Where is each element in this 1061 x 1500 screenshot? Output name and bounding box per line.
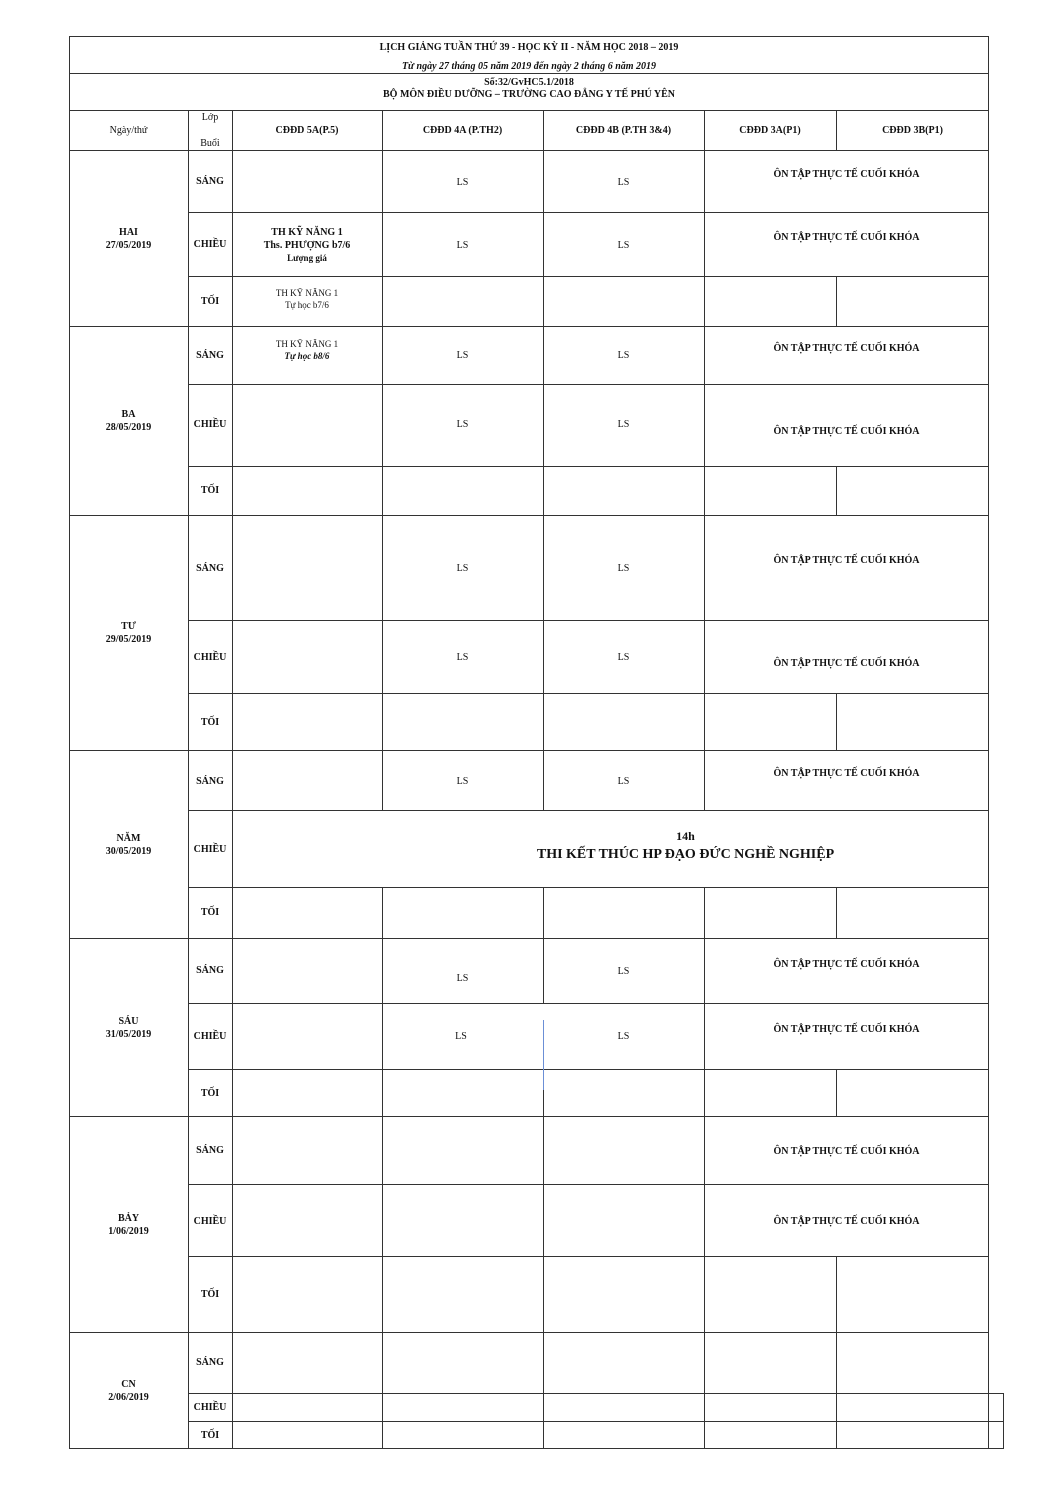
schedule-cell: LS bbox=[456, 776, 469, 787]
grid-line bbox=[188, 810, 989, 811]
grid-line bbox=[69, 326, 989, 327]
grid-line bbox=[836, 887, 837, 938]
schedule-cell: ÔN TẬP THỰC TẾ CUỐI KHÓA bbox=[773, 555, 920, 566]
schedule-cell: ÔN TẬP THỰC TẾ CUỐI KHÓA bbox=[773, 658, 920, 669]
page-title: LỊCH GIẢNG TUẦN THỨ 39 - HỌC KỲ II - NĂM HỌC 2018 – 2019 bbox=[379, 42, 679, 53]
grid-line bbox=[188, 466, 989, 467]
session-label: CHIỀU bbox=[193, 1402, 227, 1413]
schedule-cell: LS bbox=[456, 177, 469, 188]
schedule-cell: LS bbox=[617, 177, 630, 188]
schedule-cell: LS bbox=[617, 563, 630, 574]
day-date: 30/05/2019 bbox=[105, 846, 152, 857]
schedule-cell: ÔN TẬP THỰC TẾ CUỐI KHÓA bbox=[773, 768, 920, 779]
doc-number: Số:32/GvHC5.1/2018 bbox=[484, 77, 574, 88]
grid-line bbox=[188, 212, 989, 213]
schedule-cell: TH KỸ NĂNG 1 bbox=[275, 288, 339, 298]
schedule-cell: LS bbox=[617, 240, 630, 251]
grid-line bbox=[188, 1184, 989, 1185]
grid-line bbox=[704, 110, 705, 810]
schedule-cell: LS bbox=[617, 776, 630, 787]
col-header-4a: CĐĐD 4A (P.TH2) bbox=[422, 125, 503, 136]
session-label: TỐI bbox=[200, 717, 220, 728]
schedule-cell: ÔN TẬP THỰC TẾ CUỐI KHÓA bbox=[773, 1146, 920, 1157]
grid-line bbox=[543, 110, 544, 810]
session-label: TỐI bbox=[200, 1430, 220, 1441]
schedule-cell: LS bbox=[456, 973, 469, 984]
grid-line bbox=[69, 150, 989, 151]
col-header-session: Buổi bbox=[200, 138, 220, 149]
col-header-3a: CĐĐD 3A(P1) bbox=[739, 125, 801, 136]
grid-line bbox=[188, 384, 989, 385]
grid-line bbox=[188, 693, 989, 694]
col-header-4b: CĐĐD 4B (P.TH 3&4) bbox=[575, 125, 672, 136]
day-date: 2/06/2019 bbox=[108, 1392, 149, 1403]
date-range: Từ ngày 27 tháng 05 năm 2019 đến ngày 2 tháng 6 năm 2019 bbox=[401, 61, 657, 72]
session-label: TỐI bbox=[200, 296, 220, 307]
grid-line bbox=[69, 1332, 989, 1333]
grid-line bbox=[543, 1069, 544, 1449]
grid-line bbox=[382, 887, 383, 1449]
grid-line bbox=[69, 73, 989, 74]
day-name: BA bbox=[121, 409, 136, 420]
schedule-cell: TH KỸ NĂNG 1 bbox=[275, 339, 339, 349]
schedule-cell: LS bbox=[456, 563, 469, 574]
grid-line bbox=[69, 110, 989, 111]
department: BỘ MÔN ĐIỀU DƯỠNG – TRƯỜNG CAO ĐẲNG Y TẾ PHÚ YÊN bbox=[383, 89, 675, 100]
day-name: BẢY bbox=[117, 1213, 140, 1224]
schedule-cell: ÔN TẬP THỰC TẾ CUỐI KHÓA bbox=[773, 959, 920, 970]
grid-line bbox=[704, 887, 705, 1449]
schedule-cell: LS bbox=[617, 966, 630, 977]
schedule-cell: TH KỸ NĂNG 1 bbox=[271, 227, 343, 238]
session-label: CHIỀU bbox=[193, 1031, 227, 1042]
schedule-cell: LS bbox=[617, 1031, 630, 1042]
session-label: SÁNG bbox=[196, 1357, 224, 1368]
schedule-cell: LS bbox=[617, 350, 630, 361]
session-label: TỐI bbox=[200, 1289, 220, 1300]
session-label: TỐI bbox=[200, 485, 220, 496]
grid-line bbox=[188, 887, 989, 888]
grid-line bbox=[188, 1256, 989, 1257]
schedule-cell: Lượng giá bbox=[287, 253, 327, 263]
day-date: 28/05/2019 bbox=[105, 422, 152, 433]
day-name: NĂM bbox=[116, 833, 141, 844]
session-label: CHIỀU bbox=[193, 1216, 227, 1227]
day-date: 31/05/2019 bbox=[105, 1029, 152, 1040]
grid-line bbox=[188, 276, 989, 277]
session-label: SÁNG bbox=[196, 176, 224, 187]
day-date: 29/05/2019 bbox=[105, 634, 152, 645]
grid-line bbox=[188, 1003, 989, 1004]
grid-line bbox=[69, 515, 989, 516]
schedule-cell: LS bbox=[456, 419, 469, 430]
grid-line bbox=[543, 887, 544, 1003]
schedule-cell: Tự học b7/6 bbox=[285, 300, 329, 310]
grid-line bbox=[1003, 1393, 1004, 1449]
exam-title: THI KẾT THÚC HP ĐẠO ĐỨC NGHỀ NGHIỆP bbox=[536, 847, 835, 862]
grid-line bbox=[188, 1421, 1003, 1422]
grid-line bbox=[836, 1069, 837, 1116]
schedule-cell: ÔN TẬP THỰC TẾ CUỐI KHÓA bbox=[773, 426, 920, 437]
day-name: HAI bbox=[119, 227, 138, 238]
grid-line bbox=[69, 750, 989, 751]
grid-line bbox=[188, 620, 989, 621]
col-header-3b: CĐĐD 3B(P1) bbox=[882, 125, 943, 136]
session-label: CHIỀU bbox=[193, 652, 227, 663]
session-label: SÁNG bbox=[196, 563, 224, 574]
schedule-cell: LS bbox=[455, 1031, 467, 1042]
day-name: SÁU bbox=[118, 1016, 139, 1027]
schedule-cell: ÔN TẬP THỰC TẾ CUỐI KHÓA bbox=[773, 169, 920, 180]
schedule-cell: LS bbox=[617, 419, 630, 430]
schedule-cell: Ths. PHƯỢNG b7/6 bbox=[263, 240, 351, 251]
session-label: SÁNG bbox=[196, 1145, 224, 1156]
schedule-cell: LS bbox=[617, 652, 630, 663]
schedule-cell: Tự học b8/6 bbox=[284, 351, 330, 361]
grid-line bbox=[836, 466, 837, 515]
schedule-cell: LS bbox=[456, 350, 469, 361]
grid-line bbox=[232, 110, 233, 1449]
grid-line bbox=[382, 110, 383, 810]
grid-line bbox=[836, 276, 837, 326]
grid-line bbox=[836, 1256, 837, 1449]
day-date: 1/06/2019 bbox=[108, 1226, 149, 1237]
grid-line bbox=[188, 1393, 1003, 1394]
day-date: 27/05/2019 bbox=[105, 240, 152, 251]
grid-line bbox=[188, 1448, 1003, 1449]
session-label: CHIỀU bbox=[193, 419, 227, 430]
session-label: TỐI bbox=[200, 907, 220, 918]
schedule-cell: ÔN TẬP THỰC TẾ CUỐI KHÓA bbox=[773, 232, 920, 243]
session-label: SÁNG bbox=[196, 965, 224, 976]
schedule-cell: ÔN TẬP THỰC TẾ CUỐI KHÓA bbox=[773, 343, 920, 354]
col-header-5a: CĐĐD 5A(P.5) bbox=[275, 125, 339, 136]
grid-line bbox=[836, 693, 837, 750]
day-name: CN bbox=[121, 1379, 136, 1390]
grid-line bbox=[69, 1116, 989, 1117]
session-label: CHIỀU bbox=[193, 844, 227, 855]
col-header-day: Ngày/thứ bbox=[109, 125, 148, 136]
grid-line bbox=[188, 1069, 989, 1070]
exam-time: 14h bbox=[676, 829, 695, 843]
col-header-class: Lớp bbox=[201, 112, 219, 123]
session-label: SÁNG bbox=[196, 776, 224, 787]
schedule-cell: ÔN TẬP THỰC TẾ CUỐI KHÓA bbox=[773, 1216, 920, 1227]
schedule-cell: ÔN TẬP THỰC TẾ CUỐI KHÓA bbox=[773, 1024, 920, 1035]
schedule-cell: LS bbox=[456, 240, 469, 251]
session-label: CHIỀU bbox=[193, 239, 227, 250]
schedule-cell: LS bbox=[456, 652, 469, 663]
grid-line bbox=[69, 938, 989, 939]
session-label: SÁNG bbox=[196, 350, 224, 361]
session-label: TỐI bbox=[200, 1088, 220, 1099]
day-name: TƯ bbox=[121, 621, 136, 632]
